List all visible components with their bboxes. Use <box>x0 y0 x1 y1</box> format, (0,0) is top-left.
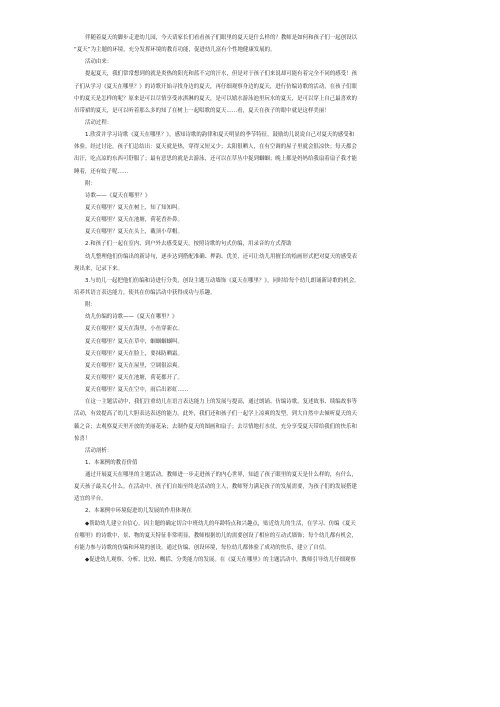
text-line: 活动由来： <box>85 59 113 66</box>
text-line: 夏天在哪里？夏天在池塘，荷花都开了。 <box>85 374 183 381</box>
text-line: “夏天”为主题的环境，充分发挥环境的教育功能，促进幼儿富有个性地健康发展的。 <box>74 47 276 54</box>
text-line: 夏天在哪里？夏天在树上，知了知知叫。 <box>85 204 183 211</box>
text-line: 幼儿仿编的诗歌——《夏天在哪里？》 <box>85 314 178 321</box>
text-line: 诗歌——《夏天在哪里？》 <box>85 192 151 199</box>
text-line: 子们从学习《夏天在哪里？》的诗歌开始寻找身边的夏天，再仔细观察身边的夏天，进行仿编诗歌的活动，在孩子们眼 <box>74 83 357 90</box>
text-line: 伴随着夏天的脚步走进幼儿园，今天请家长们看看孩子们眼里的夏天是什么样的？教师是如何和孩子们一起创设以 <box>85 35 358 41</box>
text-line: 出汗，吃点凉的东西可舒服了；最有意思的就是去游泳，还可以在草丛中捉到蝈蝈；晚上都是妈妈给我扇着扇子我才能 <box>74 156 357 163</box>
text-line: 籁之音；去观察夏天里开放的美丽花朵；去制作夏天的图画和扇子；去尽情地打水仗，充分享受夏天带给我们的快乐和 <box>74 423 357 430</box>
text-line: 夏天在哪里？夏天在空中，雨后出彩虹…… <box>85 387 189 394</box>
text-line: 体验。经过讨论，孩子们总结出：夏天就是热，穿得又短又少；太阳很晒人，在有空调的屋子里就会很凉快；每天都会 <box>74 144 357 151</box>
text-line: 活动过程： <box>85 119 113 126</box>
text-line: 3.与幼儿一起把他们仿编和诗进行分类，创设主题互动墙饰《夏天在哪里？》，同时给每个幼儿朗诵新诗歌的机会， <box>85 277 360 284</box>
text-line: 幼儿整理他们仿编出的新诗句，逐步达到搭配准确、押韵、优美，还可让幼儿用擅长的绘画形式把对夏天的感受表 <box>85 253 358 260</box>
text-line: 附： <box>85 302 96 309</box>
text-line: ◆促进幼儿观察、分析、比较、概括、分类能力的发展。在《夏天在哪里》的主题活动中，教师引导幼儿仔细观察 <box>85 557 356 564</box>
text-line: 吊带裙的夏天，是可以听着那么多的知了在树上一起唱歌的夏天……看，夏天在孩子的眼中就是这样美丽！ <box>74 107 330 114</box>
text-line: 适宜的平台。 <box>74 496 107 503</box>
text-line: 在这一主题活动中，我们注重幼儿在语言表达能力上的发展与提高，通过朗诵、仿编诗歌，复述故事、续编故事等 <box>85 399 358 406</box>
document-body <box>74 32 430 566</box>
text-line: 附： <box>85 180 96 187</box>
text-line: 夏天在哪里？夏天在屋里，空调很凉爽。 <box>85 362 183 369</box>
text-line: 活动，有效提高了幼儿大胆表达表述的能力。此外，我们还和孩子们一起学上凉爽的发型，到大自然中去倾听夏天的天 <box>74 411 357 418</box>
text-line: 夏天在哪里？夏天在池塘，荷花香扑鼻。 <box>85 217 183 224</box>
text-line: 中的夏天是怎样的呢？原来是可以尽情享受冰淇淋的夏天，是可以嬉水游泳池里玩水的夏天，是可以穿上自己最喜欢的 <box>74 95 357 102</box>
text-line: 夏天在哪里？夏天在海里，小鱼穿新衣。 <box>85 326 183 333</box>
text-line: 现出来，记录下来。 <box>74 265 123 272</box>
text-line: 1、本案例的教育价值 <box>85 459 138 466</box>
text-line: 2、本案例中环境促进幼儿发展的作用体现在 <box>85 508 192 515</box>
text-line: 夏天在哪里？夏天在草中，蝈蝈蝈蝈叫。 <box>85 338 183 345</box>
text-line: 活动剖析： <box>85 447 113 454</box>
text-line: 睡着，还有蚊子呢…… <box>74 168 129 175</box>
text-line: 夏天在哪里？夏天在脸上，要抹防晒霜。 <box>85 350 183 357</box>
text-line: 有能力参与诗歌的仿编和环境的创设。通过仿编、创设环境，每位幼儿都体验了成功的快乐，建立了自信。 <box>74 544 330 551</box>
text-line: 在哪里》的诗歌中，景、物的夏天特征非常明显，教师根据幼儿的需要创设了相应的互动式墙饰；每个幼儿都有机会， <box>74 532 357 539</box>
text-line: 提起夏天，我们常常想到的就是炎热的阳光和蓝不完的汗水，但是对于孩子们来说却可能有着完全不同的感受！孩 <box>85 71 358 78</box>
text-line: ◆帮助幼儿建立自信心。因主题的确定切合中班幼儿的年龄特点和兴趣点，贴近幼儿的生活，在学习、仿编《夏天 <box>85 520 356 527</box>
text-line: 1.欣赏并学习诗歌《夏天在哪里？》，感知诗歌的韵律和夏天明显的季节特征，鼓励幼儿说说自己对夏天的感受和 <box>85 132 355 139</box>
text-line: 夏天孩子最关心什么。在活动中，孩子们自始至终是活动的主人，教师努力满足孩子的发展需要，为孩子们的发展搭建 <box>74 484 357 491</box>
text-line: 通过开展夏天在哪里的主题活动，教师进一步走进孩子的内心世界，知道了孩子眼里的夏天是什么样的，有什么， <box>85 472 358 479</box>
text-line: 夏天在哪里？夏天在头上，戴顶小草帽。 <box>85 229 183 236</box>
text-line: 惊喜！ <box>74 435 91 442</box>
text-line: 培养其语言表达能力，使其在仿编活动中获得成功与乐趣。 <box>74 289 216 296</box>
text-line: 2.和孩子们一起在室内、到户外去感受夏天，按照诗歌的句式仿编，用录音的方式帮助 <box>85 241 292 248</box>
